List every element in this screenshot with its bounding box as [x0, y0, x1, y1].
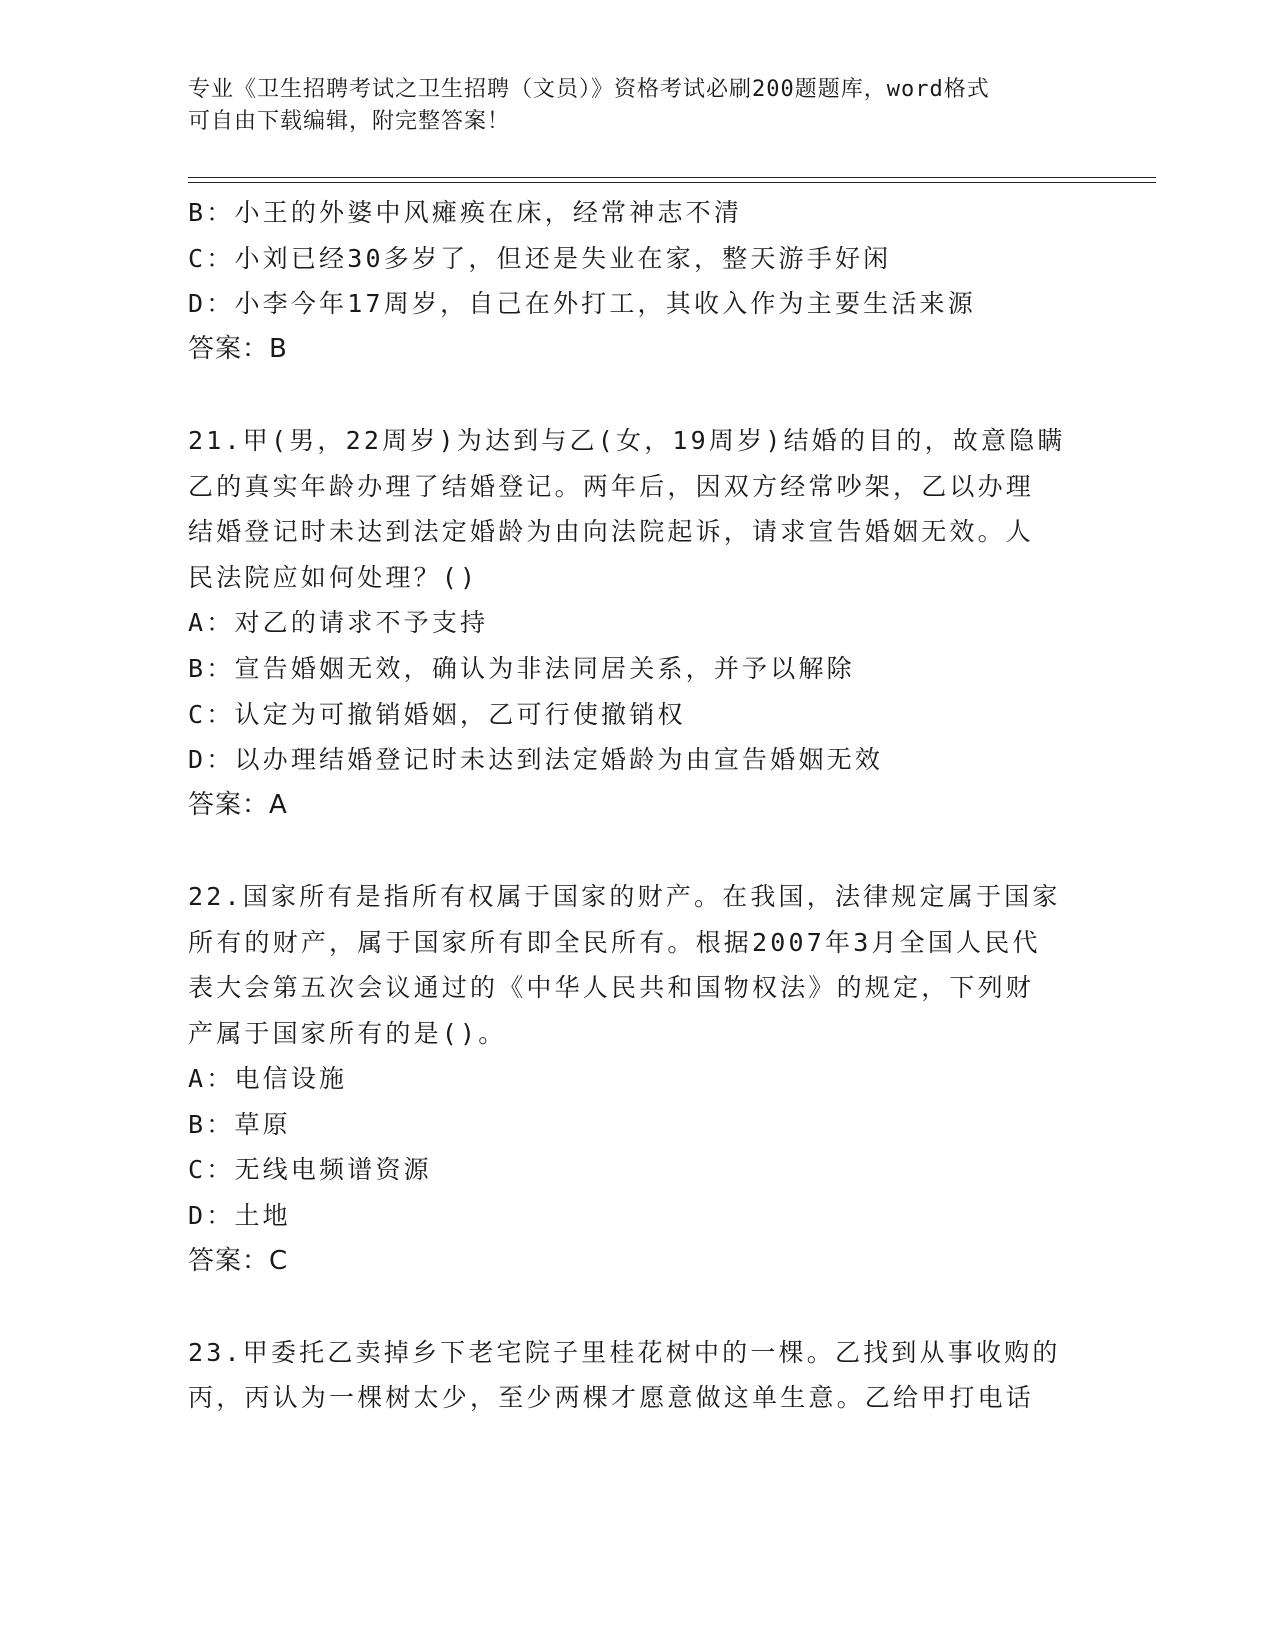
- question-stem-line: 所有的财产，属于国家所有即全民所有。根据2007年3月全国人民代: [188, 927, 1041, 957]
- option-a: A：电信设施: [188, 1064, 348, 1094]
- question-stem-line: 21.甲(男，22周岁)为达到与乙(女，19周岁)结婚的目的，故意隐瞒: [188, 425, 1066, 455]
- option-a: A：对乙的请求不予支持: [188, 608, 489, 638]
- spacer: [188, 828, 1088, 874]
- option-d: D：以办理结婚登记时未达到法定婚龄为由宣告婚姻无效: [188, 745, 884, 775]
- document-header: [188, 74, 1068, 138]
- spacer: [188, 372, 1088, 418]
- header-divider-top: [188, 177, 1156, 178]
- header-divider-bottom: [188, 182, 1156, 183]
- question-stem-line: 乙的真实年龄办理了结婚登记。两年后，因双方经常吵架，乙以办理: [188, 471, 1035, 501]
- option-c: C：小刘已经30多岁了，但还是失业在家，整天游手好闲: [188, 243, 892, 273]
- question-stem-line: 结婚登记时未达到法定婚龄为由向法院起诉，请求宣告婚姻无效。人: [188, 517, 1035, 547]
- question-20-tail: [188, 190, 1088, 372]
- option-c: C：无线电频谱资源: [188, 1155, 432, 1185]
- question-stem-line: 民法院应如何处理？(): [188, 562, 479, 592]
- spacer: [188, 1284, 1088, 1330]
- question-stem-line: 丙，丙认为一棵树太少，至少两棵才愿意做这单生意。乙给甲打电话: [188, 1383, 1035, 1413]
- answer-line: 答案：B: [188, 333, 288, 364]
- question-23: [188, 1330, 1088, 1421]
- question-stem-line: 23.甲委托乙卖掉乡下老宅院子里桂花树中的一棵。乙找到从事收购的: [188, 1337, 1061, 1367]
- question-stem-line: 表大会第五次会议通过的《中华人民共和国物权法》的规定，下列财: [188, 973, 1035, 1003]
- question-content: [188, 190, 1088, 1421]
- question-22: [188, 874, 1088, 1284]
- header-title-line-1: 专业《卫生招聘考试之卫生招聘（文员）》资格考试必刷200题题库，word格式: [188, 77, 990, 102]
- option-b: B：草原: [188, 1109, 291, 1139]
- question-stem-line: 产属于国家所有的是()。: [188, 1018, 507, 1048]
- answer-line: 答案：C: [188, 1245, 289, 1276]
- question-stem-line: 22.国家所有是指所有权属于国家的财产。在我国，法律规定属于国家: [188, 881, 1061, 911]
- answer-line: 答案：A: [188, 789, 288, 820]
- option-c: C：认定为可撤销婚姻，乙可行使撤销权: [188, 699, 686, 729]
- option-b: B：宣告婚姻无效，确认为非法同居关系，并予以解除: [188, 653, 855, 683]
- header-title-line-2: 可自由下载编辑，附完整答案！: [188, 109, 511, 134]
- option-d: D：土地: [188, 1201, 291, 1231]
- question-21: [188, 418, 1088, 828]
- option-b: B：小王的外婆中风瘫痪在床，经常神志不清: [188, 198, 743, 227]
- option-d: D：小李今年17周岁，自己在外打工，其收入作为主要生活来源: [188, 289, 976, 319]
